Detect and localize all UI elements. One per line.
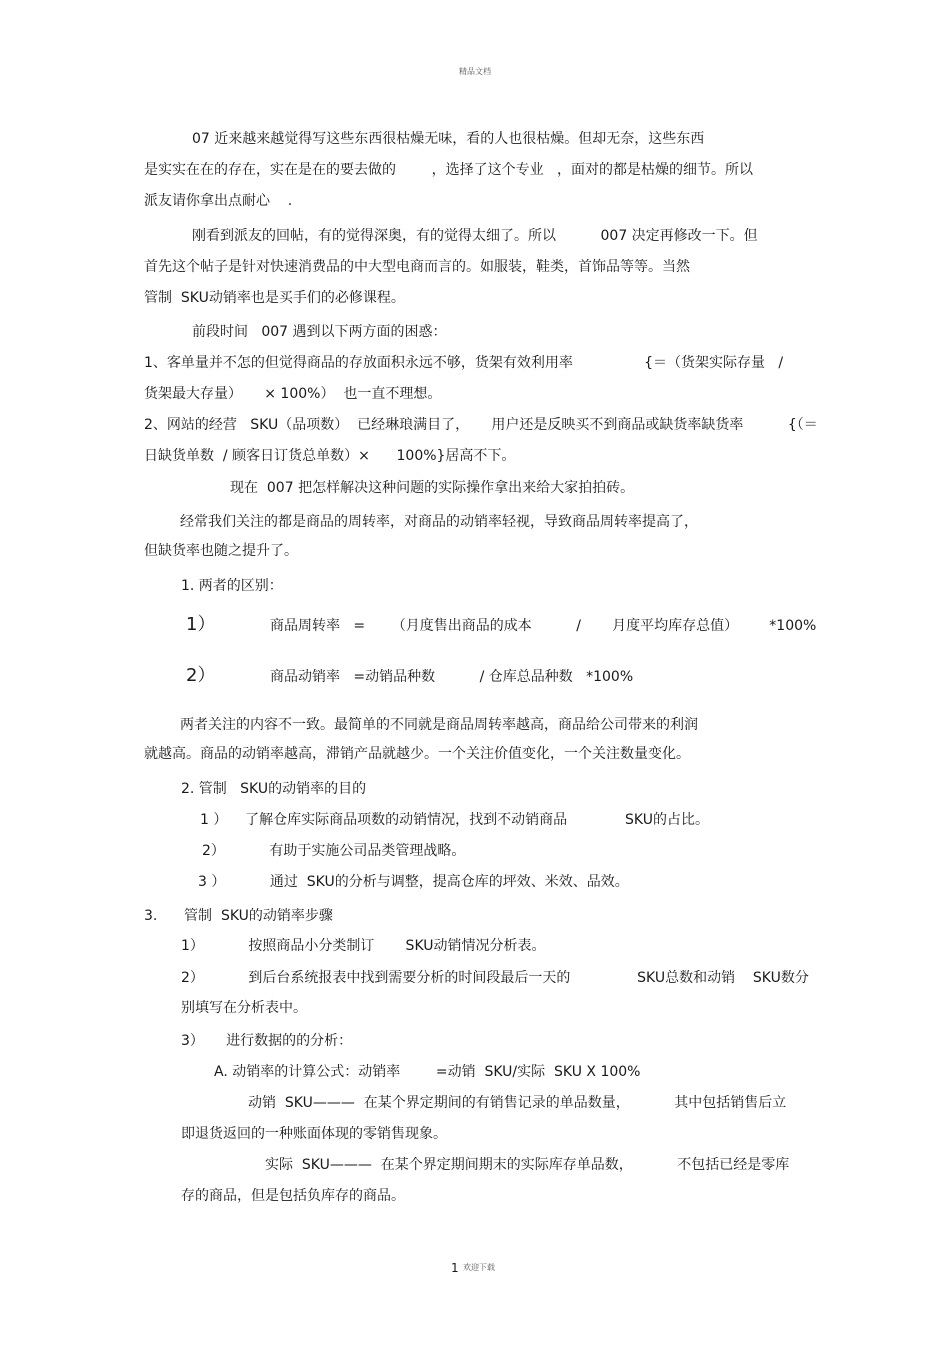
section2-title: 2. 管制 SKU的动销率的目的 — [181, 781, 367, 797]
p5-line1: 2、网站的经营 SKU（品项数） 已经琳琅满目了， 用户还是反映买不到商品或缺货率缺货率 {（＝ — [144, 417, 818, 433]
formula1-text: 商品周转率 = （月度售出商品的成本 / 月度平均库存总值） *100% — [270, 618, 817, 634]
p5-line2: 日缺货单数 / 顾客日订货总单数）× 100%}居高不下。 — [144, 448, 516, 464]
p8-line2: 就越高。商品的动销率越高，滞销产品就越少。一个关注价值变化，一个关注数量变化。 — [144, 746, 690, 762]
section3-item2-line2: 别填写在分析表中。 — [181, 1000, 307, 1016]
p4-line1: 1、客单量并不怎的但觉得商品的存放面积永远不够，货架有效利用率 {＝（货架实际存量 / — [144, 355, 784, 371]
p7-line2: 但缺货率也随之提升了。 — [144, 543, 298, 559]
section3-item3: 3） 进行数据的的分析： — [181, 1033, 353, 1049]
section2-item1: 1 ） 了解仓库实际商品项数的动销情况，找到不动销商品 SKU的占比。 — [200, 812, 709, 828]
section3-title: 3. 管制 SKU的动销率步骤 — [144, 908, 333, 924]
p8-line1: 两者关注的内容不一致。最简单的不同就是商品周转率越高，商品给公司带来的利润 — [180, 717, 698, 733]
section3-item1: 1） 按照商品小分类制订 SKU动销情况分析表。 — [181, 938, 546, 954]
p1-line3: 派友请你拿出点耐心 . — [144, 193, 293, 209]
p1-line2: 是实实在在的存在，实在是在的要去做的 ，选择了这个专业 ，面对的都是枯燥的细节。所以 — [144, 162, 753, 178]
section3-def2-line1: 实际 SKU——— 在某个界定期间期末的实际库存单品数， 不包括已经是零库 — [265, 1157, 790, 1173]
section3-def1-line1: 动销 SKU——— 在某个界定期间的有销售记录的单品数量， 其中包括销售后立 — [248, 1095, 787, 1111]
p2-line3: 管制 SKU动销率也是买手们的必修课程。 — [144, 290, 405, 306]
formula1-number: 1） — [186, 614, 216, 635]
p2-line2: 首先这个帖子是针对快速消费品的中大型电商而言的。如服装，鞋类，首饰品等等。当然 — [144, 259, 690, 275]
section2-item3: 3 ） 通过 SKU的分析与调整，提高仓库的坪效、米效、品效。 — [198, 874, 629, 890]
p1-line1: 07 近来越来越觉得写这些东西很枯燥无味，看的人也很枯燥。但却无奈，这些东西 — [192, 131, 705, 147]
footer-page-number: 1 — [451, 1261, 459, 1275]
formula2-text: 商品动销率 =动销品种数 / 仓库总品种数 *100% — [270, 669, 634, 685]
footer-label: 欢迎下载 — [463, 1263, 495, 1272]
section3-def2-line2: 存的商品，但是包括负库存的商品。 — [181, 1188, 405, 1204]
section2-item2: 2） 有助于实施公司品类管理战略。 — [202, 843, 466, 859]
formula2-number: 2） — [186, 665, 216, 686]
p3-line1: 前段时间 007 遇到以下两方面的困惑： — [192, 324, 447, 340]
p7-line1: 经常我们关注的都是商品的周转率，对商品的动销率轻视，导致商品周转率提高了， — [180, 514, 698, 530]
p4-line2: 货架最大存量） × 100%） 也一直不理想。 — [144, 386, 442, 402]
p2-line1: 刚看到派友的回帖，有的觉得深奥，有的觉得太细了。所以 007 决定再修改一下。但 — [192, 228, 758, 244]
section1-title: 1. 两者的区别： — [181, 578, 283, 594]
section3-item2-line1: 2） 到后台系统报表中找到需要分析的时间段最后一天的 SKU总数和动销 SKU数分 — [181, 970, 809, 986]
header-label: 精品文档 — [459, 67, 491, 76]
section3-def1-line2: 即退货返回的一种账面体现的零销售现象。 — [181, 1126, 447, 1142]
p6-line1: 现在 007 把怎样解决这种问题的实际操作拿出来给大家拍拍砖。 — [230, 480, 635, 496]
section3-formula-a: A. 动销率的计算公式：动销率 =动销 SKU/实际 SKU X 100% — [214, 1064, 641, 1080]
